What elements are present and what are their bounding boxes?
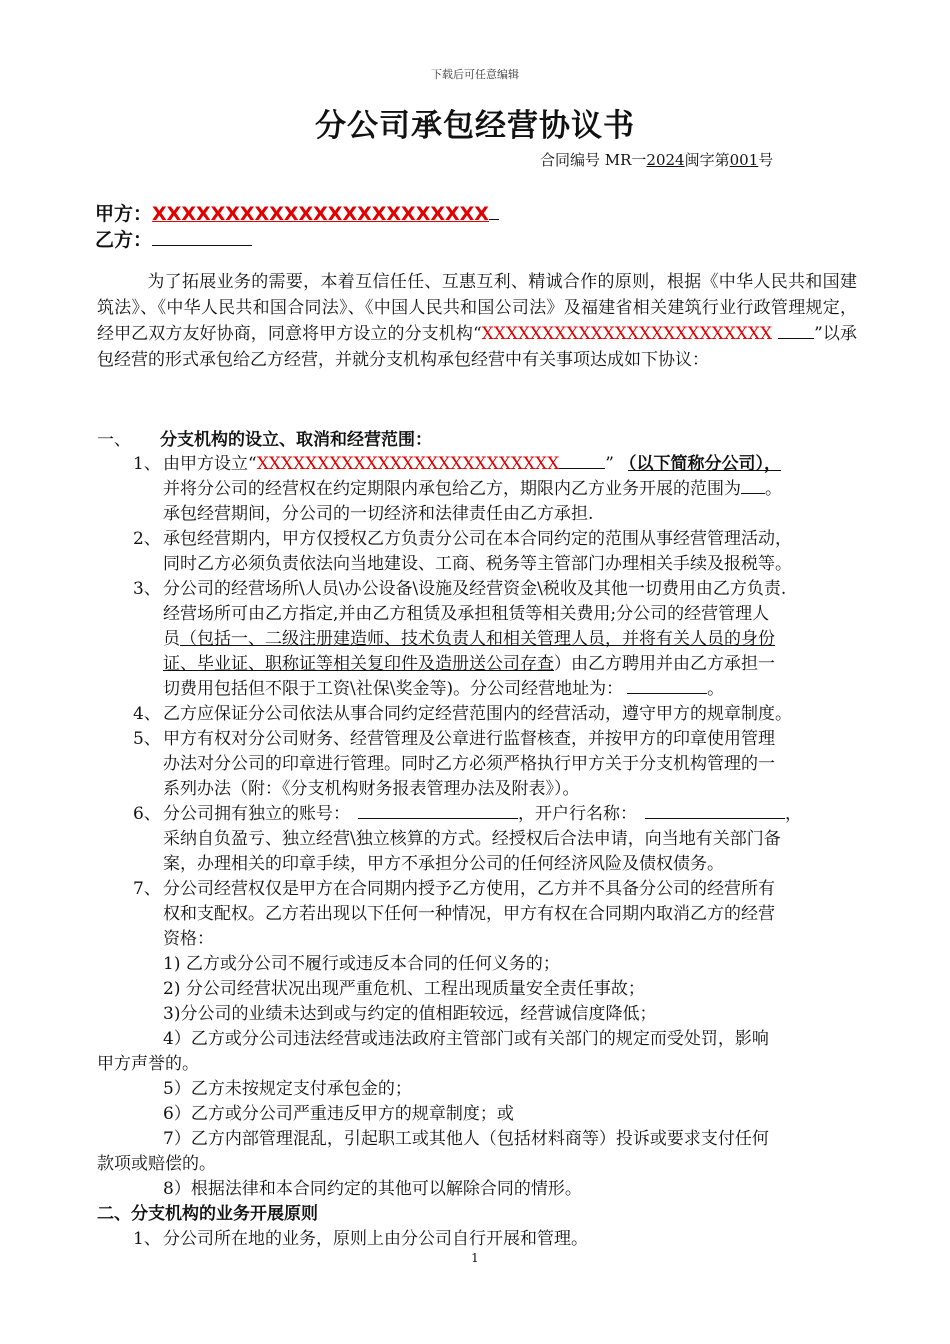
item-3-line-3	[163, 624, 775, 649]
item-3-text-l5a: 切费用包括但不限于工资\社保\奖金等)。分公司经营地址为：	[163, 679, 624, 699]
party-a	[95, 199, 499, 226]
contract-number-year: 2024	[646, 151, 685, 169]
section-2-title: 二、分支机构的业务开展原则	[97, 1204, 318, 1224]
item-2-number: 2、	[133, 529, 161, 549]
item-7-condition-5: 5）乙方未按规定支付承包金的；	[163, 1079, 412, 1099]
item-6-line-1	[163, 799, 802, 824]
item-5-line-3: 系列办法（附：《分支机构财务报表管理办法及附表》）。	[163, 779, 580, 799]
item-7-line-1: 分公司经营权仅是甲方在合同期内授予乙方使用，乙方并不具备分公司的经营所有	[163, 879, 775, 899]
item-6-bank-blank	[645, 801, 785, 819]
intro-blank	[778, 321, 814, 339]
item-6-text-account: 分公司拥有独立的账号：	[163, 804, 350, 824]
item-4-number: 4、	[133, 704, 161, 724]
contract-number-middle: 闽字第	[684, 151, 730, 169]
intro-paragraph	[97, 270, 857, 373]
item-6-number: 6、	[133, 804, 161, 824]
item-7-line-3: 资格：	[163, 929, 214, 949]
party-b-blank	[152, 226, 252, 246]
item-5-number: 5、	[133, 729, 161, 749]
item-3-line-4	[163, 649, 775, 674]
section-2-item-1-line-1: 分公司所在地的业务，原则上由分公司自行开展和管理。	[163, 1229, 588, 1249]
party-a-blank	[489, 200, 499, 220]
intro-branch-name: XXXXXXXXXXXXXXXXXXXXXXXX	[481, 324, 773, 344]
item-7-condition-4b: 甲方声誉的。	[97, 1054, 199, 1074]
party-a-value: XXXXXXXXXXXXXXXXXXXXXXX	[152, 203, 489, 225]
item-2-line-2: 同时乙方必须负责依法向当地建设、工商、税务等主管部门办理相关手续及报税等。	[163, 554, 792, 574]
item-1-branch-name: XXXXXXXXXXXXXXXXXXXXXXXXX	[256, 454, 560, 474]
party-b-label: 乙方：	[95, 229, 153, 251]
item-7-line-2: 权和支配权。乙方若出现以下任何一种情况，甲方有权在合同期内取消乙方的经营	[163, 904, 775, 924]
intro-text-1: 为了拓展业务的需要，本着互信任任、互惠互利、精诚合作的原则，根据《中华人民共和国建筑法》、《中华人民共和国合同法》、《中国人民共和国公司法》及福建省相关建筑行业行政管理规定，经甲乙双方友好协商，同意将甲方设立的分支机构“	[97, 272, 857, 344]
item-3-text-l3a: 员	[163, 629, 180, 649]
item-3-number: 3、	[133, 579, 161, 599]
item-5-line-1: 甲方有权对分公司财务、经营管理及公章进行监督核查，并按甲方的印章使用管理	[163, 729, 775, 749]
item-3-text-l3u: （包括一、二级注册建造师、技术负责人和相关管理人员，并将有关人员的身份	[180, 629, 775, 649]
item-6-text-comma: ，	[785, 804, 802, 824]
party-a-label: 甲方：	[95, 203, 153, 225]
item-2-line-1: 承包经营期内，甲方仅授权乙方负责分公司在本合同约定的范围从事经营管理活动，	[163, 529, 792, 549]
item-1-text-b: ”	[605, 454, 614, 474]
contract-number-prefix: 合同编号 MR一	[540, 151, 647, 169]
item-6-line-3: 案，办理相关的印章手续，甲方不承担分公司的任何经济风险及债权债务。	[163, 854, 724, 874]
item-7-condition-2: 2) 分公司经营状况出现严重危机、工程出现质量安全责任事故；	[163, 979, 645, 999]
header-note: 下载后可任意编辑	[431, 68, 519, 81]
item-3-text-l4u: 证、毕业证、职称证等相关复印件及造册送公司存查	[163, 654, 554, 674]
contract-number-serial: 001	[729, 151, 759, 169]
item-3-text-l4b: ）由乙方聘用并由乙方承担一	[554, 654, 775, 674]
item-6-line-2: 采纳自负盈亏、独立经营\独立核算的方式。经授权后合法申请，向当地有关部门备	[163, 829, 781, 849]
item-1-line-2	[163, 474, 782, 499]
contract-number-suffix: 号	[758, 151, 774, 169]
item-7-condition-3: 3)分公司的业绩未达到或与约定的值相距较远，经营诚信度降低；	[163, 1004, 657, 1024]
item-1-short-name: （以下简称分公司），	[627, 454, 781, 474]
item-7-condition-7b: 款项或赔偿的。	[97, 1154, 216, 1174]
item-7-condition-6: 6）乙方或分公司严重违反甲方的规章制度；或	[163, 1104, 514, 1124]
item-3-address-blank	[627, 676, 707, 694]
item-4-line-1: 乙方应保证分公司依法从事合同约定经营范围内的经营活动，遵守甲方的规章制度。	[163, 704, 792, 724]
item-1-scope-blank	[741, 476, 765, 494]
item-7-number: 7、	[133, 879, 161, 899]
item-1-line-1	[163, 449, 781, 474]
item-7-condition-8: 8）根据法律和本合同约定的其他可以解除合同的情形。	[163, 1179, 582, 1199]
item-6-text-bank: ，开户行名称：	[518, 804, 637, 824]
section-1-title: 分支机构的设立、取消和经营范围：	[160, 430, 432, 450]
item-7-condition-4a: 4）乙方或分公司违法经营或违法政府主管部门或有关部门的规定而受处罚，影响	[163, 1029, 769, 1049]
item-1-blank	[559, 451, 605, 469]
page-number: 1	[471, 1251, 479, 1265]
item-3-text-l5-end: 。	[707, 679, 725, 699]
item-7-condition-1: 1) 乙方或分公司不履行或违反本合同的任何义务的；	[163, 954, 560, 974]
contract-number	[540, 149, 773, 170]
item-1-line-3: 承包经营期间，分公司的一切经济和法律责任由乙方承担.	[163, 504, 594, 524]
item-7-condition-7a: 7）乙方内部管理混乱，引起职工或其他人（包括材料商等）投诉或要求支付任何	[163, 1129, 769, 1149]
item-5-line-2: 办法对分公司的印章进行管理。同时乙方必须严格执行甲方关于分支机构管理的一	[163, 754, 775, 774]
item-3-line-5	[163, 674, 724, 699]
item-1-text-a: 由甲方设立“	[163, 454, 257, 474]
section-2-item-1-number: 1、	[133, 1229, 161, 1249]
item-1-text-l2-end: 。	[765, 479, 782, 499]
item-1-text-l2: 并将分公司的经营权在约定期限内承包给乙方，期限内乙方业务开展的范围为	[163, 479, 741, 499]
item-3-line-1: 分公司的经营场所\人员\办公设备\设施及经营资金\税收及其他一切费用由乙方负责.	[163, 579, 787, 599]
party-b	[95, 225, 252, 252]
item-6-account-blank	[358, 801, 518, 819]
section-1-number: 一、	[97, 430, 131, 450]
item-3-line-2: 经营场所可由乙方指定,并由乙方租赁及承担租赁等相关费用;分公司的经营管理人	[163, 604, 770, 624]
intro-text-2: ”以承包经营的形式承包给乙方经营，并就分支机构承包经营中有关事项达成如下协议：	[97, 324, 857, 370]
page-title: 分公司承包经营协议书	[315, 108, 635, 144]
item-1-number: 1、	[133, 454, 161, 474]
